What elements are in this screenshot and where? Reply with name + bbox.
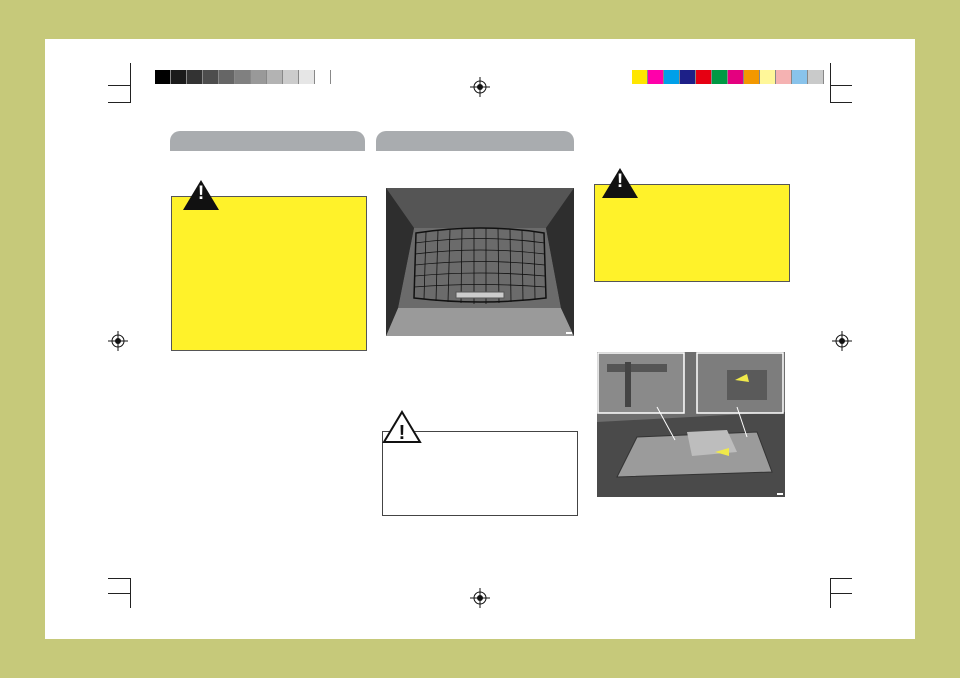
registration-mark-icon [108, 331, 128, 351]
warning-box-tailgate [171, 196, 367, 351]
grayscale-bar [155, 70, 331, 84]
registration-mark-icon [470, 588, 490, 608]
crop-mark [130, 578, 131, 608]
crop-mark [108, 593, 130, 594]
crop-mark [830, 593, 852, 594]
crop-mark [830, 63, 831, 103]
registration-mark-icon [470, 77, 490, 97]
cargo-net-photo [386, 188, 574, 336]
tab-puerta-trasera [170, 131, 365, 151]
photo-label [777, 493, 783, 495]
color-bar [632, 70, 824, 84]
cargo-cover-photo [597, 352, 785, 497]
crop-mark [830, 102, 852, 103]
crop-mark [108, 578, 130, 579]
crop-mark [830, 578, 852, 579]
page-number [145, 137, 169, 153]
photo-label [566, 332, 572, 334]
warning-box-net [594, 184, 790, 282]
registration-mark-icon [832, 331, 852, 351]
crop-mark [830, 85, 852, 86]
crop-mark [130, 63, 131, 103]
caution-triangle-icon [382, 410, 422, 444]
crop-mark [108, 85, 130, 86]
crop-mark [108, 102, 130, 103]
svg-text:!: ! [398, 422, 406, 444]
tab-portaequipajes [376, 131, 574, 151]
